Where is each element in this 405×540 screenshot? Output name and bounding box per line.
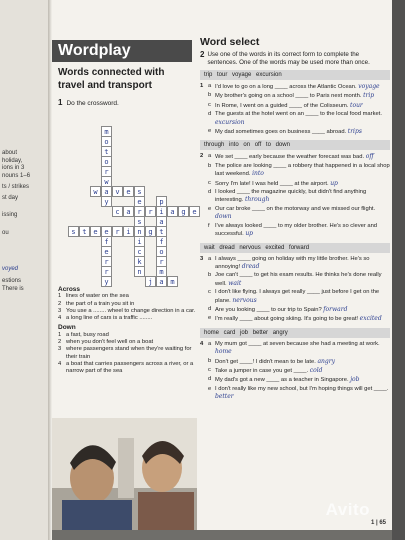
sentence-text: I looked ____ the magazine quickly, but didn't find anything interesting. (215, 189, 367, 204)
item-sentence (215, 341, 390, 357)
group-number: 1 (200, 83, 204, 89)
crossword-cell[interactable]: e (90, 226, 101, 237)
item-letter: a (208, 255, 212, 262)
sentence-text: My brother's going on a school ____ to Paris next month. (215, 93, 362, 100)
sentence-text: Joe can't ____ to get his exam results. He thinks he's done really well. (215, 272, 382, 287)
crossword-cell[interactable]: i (123, 226, 134, 237)
crossword-cell[interactable]: f (156, 236, 167, 247)
clue-heading: Down (58, 324, 76, 332)
handwritten-answer[interactable]: better (215, 393, 234, 401)
crossword-cell[interactable]: c (134, 246, 145, 257)
clue-number: 4 (58, 315, 62, 322)
left-page-fragment: issing (2, 212, 18, 218)
item-letter: c (208, 179, 211, 186)
clue-item (58, 332, 198, 339)
sentence-text: I'm really ____ about going skiing. It's going to be great! (215, 316, 359, 323)
handwritten-answer[interactable]: voyage (358, 83, 380, 90)
crossword-cell[interactable]: a (156, 276, 167, 287)
crossword-cell[interactable]: m (167, 276, 178, 287)
exercise-item (200, 306, 390, 314)
clue-text: a boat that carries passengers across a river, or a narrow part of the sea (66, 360, 194, 375)
clue-text: a long line of cars is a traffic ........ (66, 315, 153, 322)
item-sentence (215, 272, 390, 288)
sentence-text: My mum got ____ at seven because she had a meeting at work. (215, 340, 380, 347)
avito-watermark: Avito (325, 500, 370, 519)
sentence-text: I don't really like my new school, but I'm hoping things will get ____. (215, 385, 389, 392)
task-text: Use one of the words in its correct form to complete the sentences. One of the words may be used more than once. (207, 51, 370, 66)
clue-text: You use a ........ wheel to change direction in a car. (66, 307, 196, 314)
handwritten-answer[interactable]: up (245, 230, 254, 238)
exercise-item (200, 358, 390, 366)
left-page (0, 0, 48, 540)
crossword-cell[interactable]: i (134, 236, 145, 247)
crossword-cell[interactable]: e (101, 226, 112, 237)
exercise-item (200, 180, 390, 188)
crossword-cell[interactable]: a (123, 206, 134, 217)
task-number: 1 (58, 98, 63, 107)
page-number: 1 | 65 (370, 520, 386, 526)
clue-text: lines of water on the sea (66, 293, 129, 300)
handwritten-answer[interactable]: excited (359, 315, 382, 323)
word-box: home card job better angry (200, 328, 390, 338)
exercise-item (200, 289, 390, 305)
crossword-cell[interactable]: t (156, 226, 167, 237)
clue-item (58, 308, 198, 315)
crossword-cell[interactable]: r (145, 206, 156, 217)
crossword-cell[interactable]: y (101, 276, 112, 287)
item-letter: b (208, 162, 212, 169)
group-number: 3 (200, 255, 204, 262)
crossword-cell[interactable]: r (101, 256, 112, 267)
clue-number: 2 (58, 339, 62, 346)
sentence-text: I'd love to go on a long ____ across the Atlantic Ocean. (215, 84, 357, 90)
exercise-item (200, 163, 390, 179)
left-page-fragment: ts / strikes (2, 184, 30, 190)
crossword-cell[interactable]: o (101, 156, 112, 167)
clue-item (58, 346, 198, 361)
exercise-item (200, 367, 390, 375)
clue-item (58, 293, 198, 300)
item-sentence (215, 315, 382, 323)
crossword-cell[interactable]: n (134, 226, 145, 237)
exercise-item (200, 256, 390, 272)
word-select-section (200, 36, 390, 403)
exercise-item (200, 153, 390, 161)
item-letter: a (208, 153, 212, 160)
task-2-instruction (200, 51, 390, 66)
exercise-item (200, 102, 390, 110)
sentence-text: We set ____ early because the weather forecast was bad. (215, 154, 365, 161)
sentence-text: I always ____ going on holiday with my little brother. He's so annoying! (215, 255, 370, 270)
clue-text: a fast, busy road (66, 331, 109, 338)
crossword-cell[interactable]: m (156, 266, 167, 277)
crossword-cell[interactable]: a (101, 186, 112, 197)
left-page-fragment: st day (2, 195, 19, 201)
word-box: wait dread nervous excited forward (200, 243, 390, 253)
item-sentence (215, 289, 390, 305)
item-letter: b (208, 357, 212, 364)
handwritten-answer[interactable]: trips (347, 128, 362, 136)
item-letter: d (208, 305, 212, 312)
crossword-cell[interactable]: o (156, 246, 167, 257)
sentence-text: Take a jumper in case you get ____. (215, 367, 309, 374)
task-number: 2 (200, 50, 205, 59)
crossword-cell[interactable]: s (68, 226, 79, 237)
clue-number: 2 (58, 300, 62, 307)
item-letter: f (208, 222, 210, 229)
item-sentence (215, 223, 390, 239)
crossword-cell[interactable]: t (101, 146, 112, 157)
crossword-cell[interactable]: i (156, 206, 167, 217)
item-sentence (215, 189, 390, 205)
item-sentence (215, 92, 374, 100)
sentence-text: Don't get ____! I didn't mean to be late. (215, 358, 316, 365)
crossword-cell[interactable]: a (156, 216, 167, 227)
word-box: trip tour voyage excursion (200, 70, 390, 80)
workbook-page (52, 0, 392, 530)
wordplay-banner: Wordplay (52, 40, 192, 62)
crossword-cell[interactable]: s (134, 186, 145, 197)
sentence-text: Our car broke ____ on the motorway and we missed our flight. (215, 205, 376, 212)
exercise-item (200, 92, 390, 100)
handwritten-answer[interactable]: down (215, 213, 232, 221)
crossword-clues (58, 284, 198, 376)
sentence-text: My dad's got a new ____ as a teacher in Singapore. (215, 377, 349, 384)
exercise-groups (200, 70, 390, 402)
item-sentence (215, 128, 362, 136)
item-sentence (215, 111, 390, 127)
crossword-cell[interactable]: r (112, 226, 123, 237)
group-number: 4 (200, 340, 204, 347)
item-sentence (215, 163, 390, 179)
clue-number: 3 (58, 307, 62, 314)
item-letter: c (208, 289, 211, 296)
handwritten-answer[interactable]: excursion (215, 118, 245, 126)
item-sentence (215, 306, 347, 314)
group-number: 2 (200, 153, 204, 160)
left-page-fragment: estions There is (2, 278, 24, 292)
item-letter: e (208, 315, 212, 322)
clue-item (58, 339, 198, 346)
clue-number: 4 (58, 360, 62, 367)
exercise-item (200, 223, 390, 239)
sentence-text: The police are looking ____ a robbery that happened in a local shop last weekend. (215, 162, 390, 178)
sentence-text: My dad sometimes goes on business ____ abroad. (215, 129, 347, 136)
handwritten-answer[interactable]: cold (309, 366, 323, 374)
page-edge-shadow (392, 0, 405, 540)
crossword-cell[interactable]: n (134, 266, 145, 277)
word-box: through into on off to down (200, 140, 390, 150)
handwritten-answer[interactable]: through (244, 196, 270, 204)
exercise-item (200, 83, 390, 91)
crossword-cell[interactable]: w (101, 176, 112, 187)
item-sentence (215, 367, 323, 375)
item-sentence (215, 206, 390, 222)
handwritten-answer[interactable]: nervous (232, 296, 257, 304)
exercise-item (200, 111, 390, 127)
crossword-cell[interactable]: g (145, 226, 156, 237)
item-sentence (215, 102, 363, 110)
handwritten-answer[interactable]: tour (350, 101, 363, 109)
handwritten-answer[interactable]: angry (317, 357, 336, 365)
clue-number: 1 (58, 293, 62, 300)
left-page-fragment: voyed (2, 266, 19, 272)
handwritten-answer[interactable]: wait (228, 279, 242, 287)
crossword-cell[interactable]: e (189, 206, 200, 217)
left-page-fragment: about holiday, ions in 3 nouns 1–6 (2, 150, 31, 179)
left-page-fragment: ou (2, 230, 9, 236)
item-sentence (215, 386, 390, 402)
exercise-item (200, 272, 390, 288)
crossword-cell[interactable]: r (134, 206, 145, 217)
item-letter: e (208, 128, 212, 135)
handwritten-answer[interactable]: home (215, 348, 232, 356)
sentence-text: Sorry I'm late! I was held ____ at the airport. (215, 180, 329, 187)
item-letter: c (208, 366, 211, 373)
clue-item (58, 361, 198, 376)
crossword-cell[interactable]: e (134, 196, 145, 207)
clue-item (58, 315, 198, 322)
task-1-instruction (58, 98, 192, 107)
crossword-cell[interactable]: f (101, 236, 112, 247)
exercise-item (200, 128, 390, 136)
crossword-cell[interactable]: m (101, 126, 112, 137)
item-letter: a (208, 340, 212, 347)
exercise-item (200, 386, 390, 402)
item-letter: e (208, 205, 212, 212)
crossword-cell[interactable]: a (167, 206, 178, 217)
clue-number: 3 (58, 346, 62, 353)
crossword-cell[interactable]: w (90, 186, 101, 197)
crossword-cell[interactable]: j (145, 276, 156, 287)
item-sentence (215, 358, 335, 366)
exercise-item (200, 206, 390, 222)
clue-text: when you don't feel well on a boat (66, 339, 154, 346)
handwritten-answer[interactable]: up (330, 179, 338, 187)
handwritten-answer[interactable]: into (252, 170, 264, 178)
crossword-cell[interactable]: g (178, 206, 189, 217)
sentence-text: Are you looking ____ to our trip to Spain? (215, 306, 322, 313)
item-letter: b (208, 92, 212, 99)
crossword-cell[interactable]: t (79, 226, 90, 237)
handwritten-answer[interactable]: forward (323, 305, 348, 313)
clue-number: 1 (58, 331, 62, 338)
section-title: Words connected with travel and transport (58, 67, 165, 91)
crossword-cell[interactable]: o (101, 136, 112, 147)
item-letter: c (208, 101, 211, 108)
illustration-travellers (52, 418, 197, 530)
crossword-cell[interactable]: r (101, 166, 112, 177)
crossword-cell[interactable]: s (134, 216, 145, 227)
crossword-cell[interactable]: k (134, 256, 145, 267)
sentence-text: The guests at the hotel went on an ____ to the local food market. (215, 111, 382, 118)
item-letter: d (208, 189, 212, 196)
wordplay-section (58, 66, 192, 107)
crossword-cell[interactable]: c (112, 206, 123, 217)
clue-text: the part of a train you sit in (66, 300, 135, 307)
item-sentence (215, 256, 390, 272)
item-letter: d (208, 111, 212, 118)
exercise-item (200, 189, 390, 205)
exercise-item (200, 341, 390, 357)
item-sentence (215, 83, 380, 91)
word-select-title: Word select (200, 36, 260, 48)
exercise-item (200, 376, 390, 384)
sentence-text: I don't like flying. I always get really ____ just before I get on the plane. (215, 289, 380, 304)
exercise-item (200, 315, 390, 323)
crossword-cell[interactable]: y (101, 196, 112, 207)
item-sentence (215, 180, 338, 188)
handwritten-answer[interactable]: dread (241, 262, 260, 270)
crossword-cell[interactable]: r (156, 256, 167, 267)
crossword-cell[interactable]: r (101, 266, 112, 277)
handwritten-answer[interactable]: trip (363, 92, 375, 100)
handwritten-answer[interactable]: off (365, 153, 374, 161)
crossword-cell[interactable]: e (101, 246, 112, 257)
item-letter: d (208, 376, 212, 383)
sentence-text: In Rome, I went on a guided ____ of the Colisseum. (215, 102, 349, 109)
crossword-cell[interactable]: v (112, 186, 123, 197)
item-letter: e (208, 385, 212, 392)
item-sentence (215, 153, 374, 161)
crossword-cell[interactable]: e (123, 186, 134, 197)
handwritten-answer[interactable]: job (350, 376, 360, 384)
item-sentence (215, 376, 360, 384)
item-letter: b (208, 272, 212, 279)
clue-text: where passengers stand when they're waiting for their train (66, 346, 192, 360)
illustration-image (52, 418, 197, 530)
crossword-cell[interactable]: p (156, 196, 167, 207)
task-text: Do the crossword. (66, 100, 119, 107)
clue-heading: Across (58, 286, 81, 293)
clue-item (58, 301, 198, 308)
item-letter: a (208, 83, 212, 89)
sentence-text: I've always looked ____ to my older brother. He's so clever and successful. (215, 222, 378, 238)
